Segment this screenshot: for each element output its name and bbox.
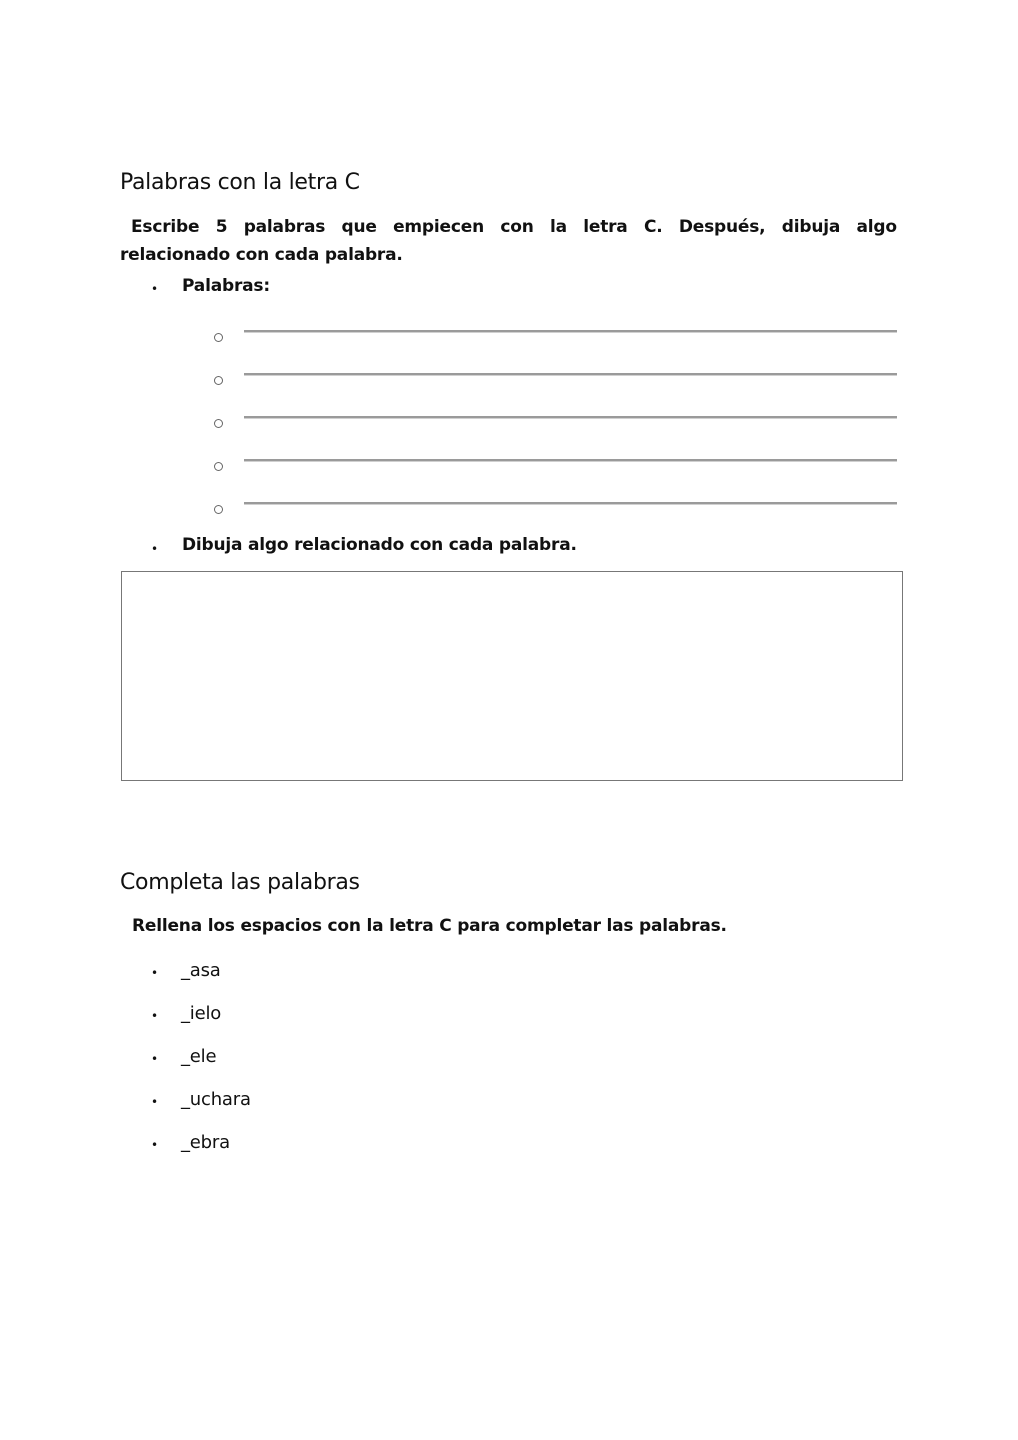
section-title-palabras: Palabras con la letra C <box>120 170 360 195</box>
instruction-word: algo <box>856 217 897 237</box>
instruction-word: Escribe <box>131 217 200 237</box>
section-title-completa: Completa las palabras <box>120 870 360 895</box>
instruction-line-2: relacionado con cada palabra. <box>120 245 403 265</box>
circle-bullet-icon <box>214 376 223 385</box>
word-write-line[interactable] <box>244 330 897 333</box>
bullet-icon: • <box>151 1009 159 1023</box>
section2-instruction: Rellena los espacios con la letra C para completar las palabras. <box>132 916 727 936</box>
fill-word-item: _ielo <box>181 1003 222 1024</box>
bullet-icon: • <box>151 542 159 556</box>
instruction-word: que <box>341 217 377 237</box>
circle-bullet-icon <box>214 333 223 342</box>
circle-bullet-icon <box>214 505 223 514</box>
word-write-line[interactable] <box>244 373 897 376</box>
word-write-line[interactable] <box>244 459 897 462</box>
fill-word-item: _asa <box>181 960 221 981</box>
instruction-word: la <box>549 217 567 237</box>
fill-word-item: _ele <box>181 1046 217 1067</box>
bullet-icon: • <box>151 1052 159 1066</box>
bullet-label-dibuja: Dibuja algo relacionado con cada palabra. <box>182 535 577 555</box>
bullet-icon: • <box>151 966 159 980</box>
fill-word-item: _uchara <box>181 1089 251 1110</box>
instruction-word: empiecen <box>393 217 484 237</box>
bullet-icon: • <box>151 1138 159 1152</box>
instruction-line-1 <box>131 217 897 237</box>
instruction-word: 5 <box>215 217 228 237</box>
drawing-box[interactable] <box>121 571 903 781</box>
word-write-line[interactable] <box>244 416 897 419</box>
circle-bullet-icon <box>214 462 223 471</box>
instruction-word: C. <box>643 217 663 237</box>
bullet-label-palabras: Palabras: <box>182 276 270 296</box>
instruction-word: palabras <box>243 217 326 237</box>
bullet-icon: • <box>151 282 159 296</box>
word-write-line[interactable] <box>244 502 897 505</box>
bullet-icon: • <box>151 1095 159 1109</box>
instruction-word: con <box>500 217 534 237</box>
circle-bullet-icon <box>214 419 223 428</box>
instruction-word: dibuja <box>781 217 841 237</box>
instruction-word: Después, <box>678 217 766 237</box>
fill-word-item: _ebra <box>181 1132 230 1153</box>
instruction-word: letra <box>583 217 628 237</box>
